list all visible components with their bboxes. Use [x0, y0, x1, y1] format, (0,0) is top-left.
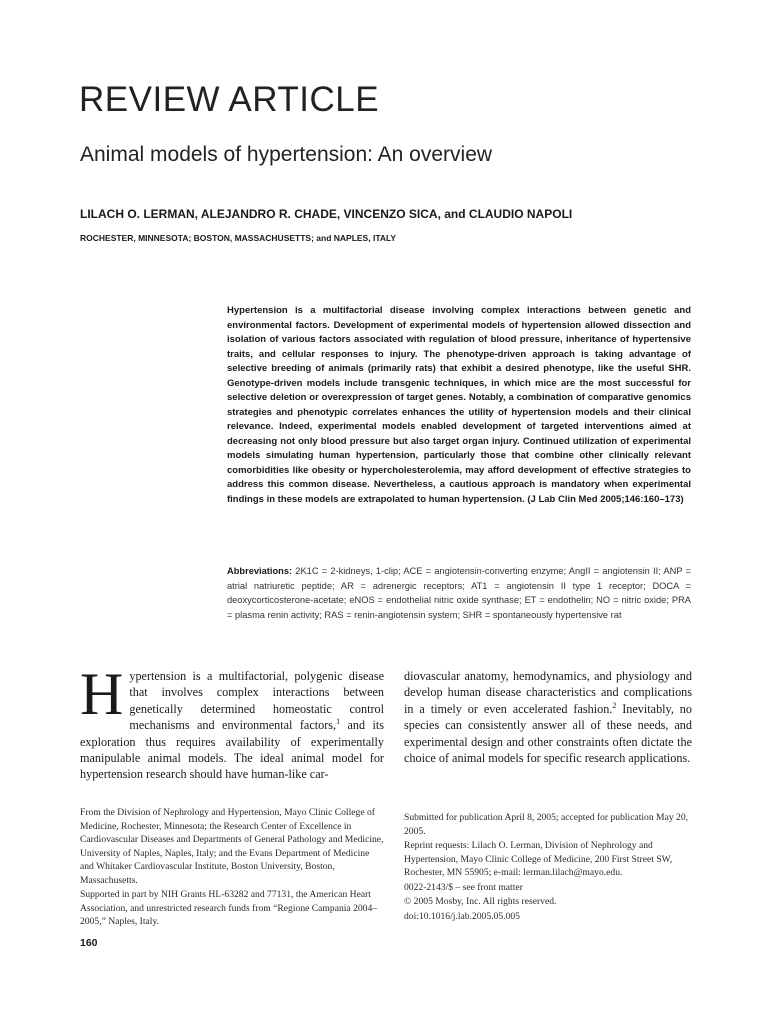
- citation-ref: 1: [336, 717, 341, 727]
- body-column-right: [404, 668, 692, 766]
- author-list: LILACH O. LERMAN, ALEJANDRO R. CHADE, VINCENZO SICA, and CLAUDIO NAPOLI: [80, 207, 573, 221]
- body-right-text-2: Inevitably, no species can consistently answer all of these needs, and experimental design and other constraints often dictate the choice of animal models for specific research applications.: [404, 701, 692, 766]
- article-title: Animal models of hypertension: An overview: [80, 143, 493, 166]
- abbreviations: [227, 564, 691, 622]
- drop-cap: H: [80, 661, 124, 727]
- page-number: 160: [80, 937, 98, 949]
- body-right-text-1: diovascular anatomy, hemodynamics, and physiology and develop human disease characteristics and complications in a timely or even accelerated fashion.: [404, 669, 692, 716]
- footnote-submission: Submitted for publication April 8, 2005; accepted for publication May 20, 2005.: [404, 812, 689, 837]
- footnote-doi: doi:10.1016/j.lab.2005.05.005: [404, 910, 520, 922]
- footnotes-left: [80, 806, 384, 930]
- section-label: REVIEW ARTICLE: [79, 80, 380, 119]
- abstract: Hypertension is a multifactorial disease involving complex interactions between genetic and environmental factors. Development of experimental models of hypertension allowed dissection and isolation of various factors associated with regulation of blood pressure, inheritance of hypertensive traits, and cellular responses to injury. The phenotype-driven approach is taking advantage of selective breeding of animals (primarily rats) that exhibit a desired phenotype, like the useful SHR. Genotype-driven models include transgenic techniques, in which mice are the most successful for selective deletion or overexpression of target genes. Notably, a combination of comparative genomics strategies and phenotypic correlates enhances the utility of hypertension models and their clinical relevance. Indeed, experimental models enabled development of targeted interventions aimed at decreasing not only blood pressure but also target organ injury. Continued utilization of experimental models simulating human hypertension, particularly those that combine other clinically relevant comorbidities like obesity or hypercholesterolemia, may afford development of effective strategies to address this common disease. Nevertheless, a cautious approach is mandatory when experimental findings in these models are extrapolated to human hypertension. (J Lab Clin Med 2005;146:160–173): [227, 305, 691, 505]
- body-column-left: [80, 661, 384, 783]
- body-left-text-2: and its exploration thus requires availability of experimentally manipulable animal models. The ideal animal model for hypertension research should have human-like car-: [80, 718, 384, 782]
- footnote-copyright: © 2005 Mosby, Inc. All rights reserved.: [404, 896, 557, 907]
- author-affiliations: ROCHESTER, MINNESOTA; BOSTON, MASSACHUSETTS; and NAPLES, ITALY: [80, 233, 397, 243]
- footnotes-right: [404, 811, 692, 924]
- citation-ref: 2: [612, 700, 617, 710]
- body-left-text-1: ypertension is a multifactorial, polygenic disease that involves complex interactions between genetically determined homeostatic control mechanisms and environmental factors,: [129, 669, 384, 733]
- footnote-funding: Supported in part by NIH Grants HL-63282 and 77131, the American Heart Association, and unrestricted research funds from “Regione Campania 2004–2005,” Naples, Italy.: [80, 889, 378, 927]
- abbreviations-text: 2K1C = 2-kidneys, 1-clip; ACE = angiotensin-converting enzyme; AngII = angiotensin II; ANP = atrial natriuretic peptide; AR = adrenergic receptors; AT1 = angiotensin II type 1 receptor; DOCA = deoxycorticosterone-acetate; eNOS = endothelial nitric oxide synthase; ET = endothelin; NO = nitric oxide; PRA = plasma renin activity; RAS = renin-angiotensin system; SHR = spontaneously hypertensive rat: [227, 566, 691, 620]
- footnote-reprint: Reprint requests: Lilach O. Lerman, Division of Nephrology and Hypertension, Mayo Clinic College of Medicine, 200 First Street SW, Rochester, MN 55905; e-mail: lerman.lilach@mayo.edu.: [404, 840, 673, 878]
- footnote-affiliation: From the Division of Nephrology and Hypertension, Mayo Clinic College of Medicine, Rochester, Minnesota; the Research Center of Excellence in Cardiovascular Diseases and Departments of General Pathology and Medicine, University of Naples, Naples, Italy; and the Evans Department of Medicine and Whitaker Cardiovascular Institute, Boston University, Boston, Massachusetts.: [80, 807, 384, 886]
- abbreviations-label: Abbreviations:: [227, 566, 293, 576]
- footnote-issn: 0022-2143/$ – see front matter: [404, 881, 523, 893]
